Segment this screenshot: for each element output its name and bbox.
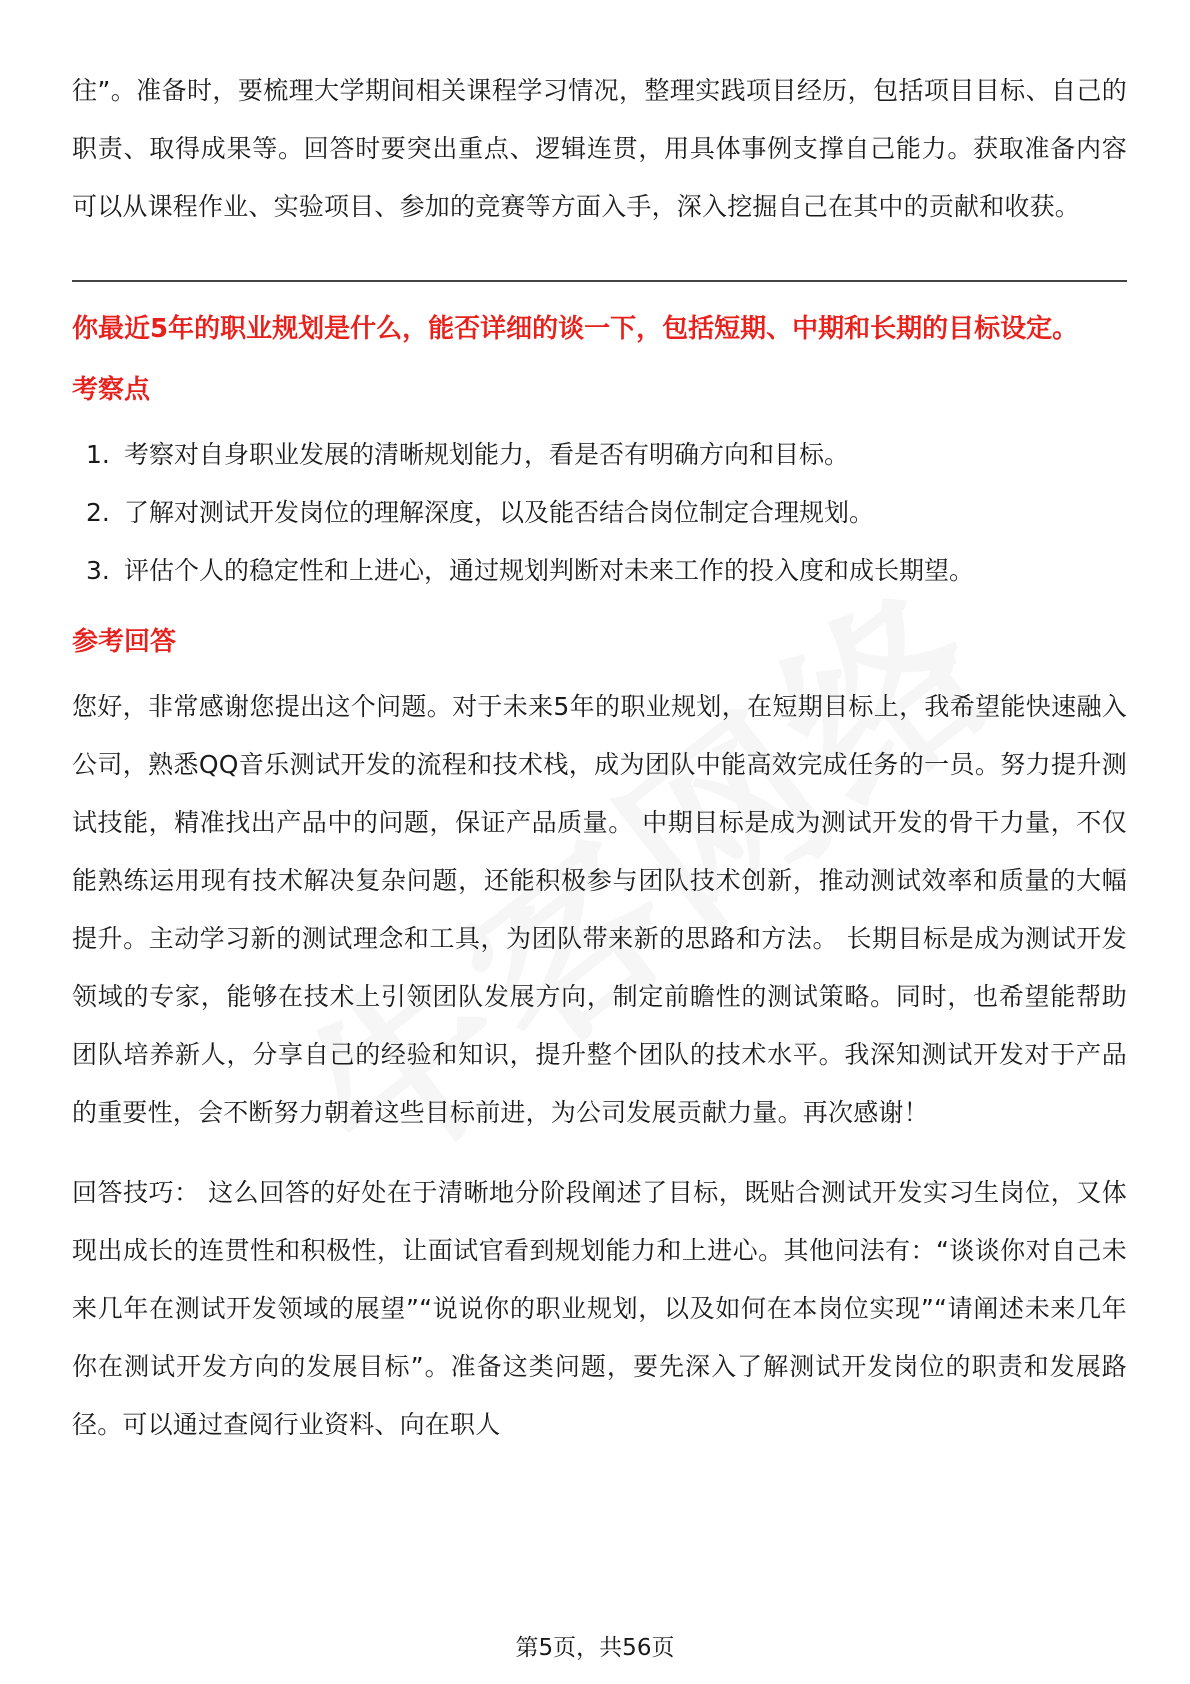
list-item <box>72 426 1127 484</box>
answer-title: 参考回答 <box>72 627 177 657</box>
list-item-text: 考察对自身职业发展的清晰规划能力，看是否有明确方向和目标。 <box>124 440 850 469</box>
list-item-number: 2. <box>86 498 110 527</box>
answer-paragraph: 您好，非常感谢您提出这个问题。对于未来5年的职业规划，在短期目标上，我希望能快速融入公司，熟悉QQ音乐测试开发的流程和技术栈，成为团队中能高效完成任务的一员。努力提升测试技能，精准找出产品中的问题，保证产品质量。 中期目标是成为测试开发的骨干力量，不仅能熟练运用现有技术解决复杂问题，还能积极参与团队技术创新，推动测试效率和质量的大幅提升。主动学习新的测试理念和工具，为团队带来新的思路和方法。 长期目标是成为测试开发领域的专家，能够在技术上引领团队发展方向，制定前瞻性的测试策略。同时，也希望能帮助团队培养新人，分享自己的经验和知识，提升整个团队的技术水平。我深知测试开发对于产品的重要性，会不断努力朝着这些目标前进，为公司发展贡献力量。再次感谢！ <box>72 692 1127 1127</box>
question-heading: 你最近5年的职业规划是什么，能否详细的谈一下，包括短期、中期和长期的目标设定。 <box>72 314 1079 344</box>
list-item-number: 3. <box>86 556 110 585</box>
page-content <box>72 62 1127 1454</box>
tips-paragraph: 回答技巧： 这么回答的好处在于清晰地分阶段阐述了目标，既贴合测试开发实习生岗位，又体现出成长的连贯性和积极性，让面试官看到规划能力和上进心。其他问法有：“谈谈你对自己未来几年在测试开发领域的展望”“说说你的职业规划，以及如何在本岗位实现”“请阐述未来几年你在测试开发方向的发展目标”。准备这类问题，要先深入了解测试开发岗位的职责和发展路径。可以通过查阅行业资料、向在职人 <box>72 1178 1127 1439</box>
intro-paragraph: 往”。准备时，要梳理大学期间相关课程学习情况，整理实践项目经历，包括项目目标、自己的职责、取得成果等。回答时要突出重点、逻辑连贯，用具体事例支撑自己能力。获取准备内容可以从课程作业、实验项目、参加的竞赛等方面入手，深入挖掘自己在其中的贡献和收获。 <box>72 76 1127 221</box>
list-item-number: 1. <box>86 440 110 469</box>
spacer <box>72 1142 1127 1164</box>
key-points-list <box>72 426 1127 600</box>
list-item-text: 了解对测试开发岗位的理解深度，以及能否结合岗位制定合理规划。 <box>124 498 875 527</box>
list-item-text: 评估个人的稳定性和上进心，通过规划判断对未来工作的投入度和成长期望。 <box>124 556 975 585</box>
key-points-title: 考察点 <box>72 375 151 405</box>
page-footer: 第5页，共56页 <box>515 1635 675 1661</box>
section-divider <box>72 280 1127 282</box>
list-item <box>72 542 1127 600</box>
list-item <box>72 484 1127 542</box>
